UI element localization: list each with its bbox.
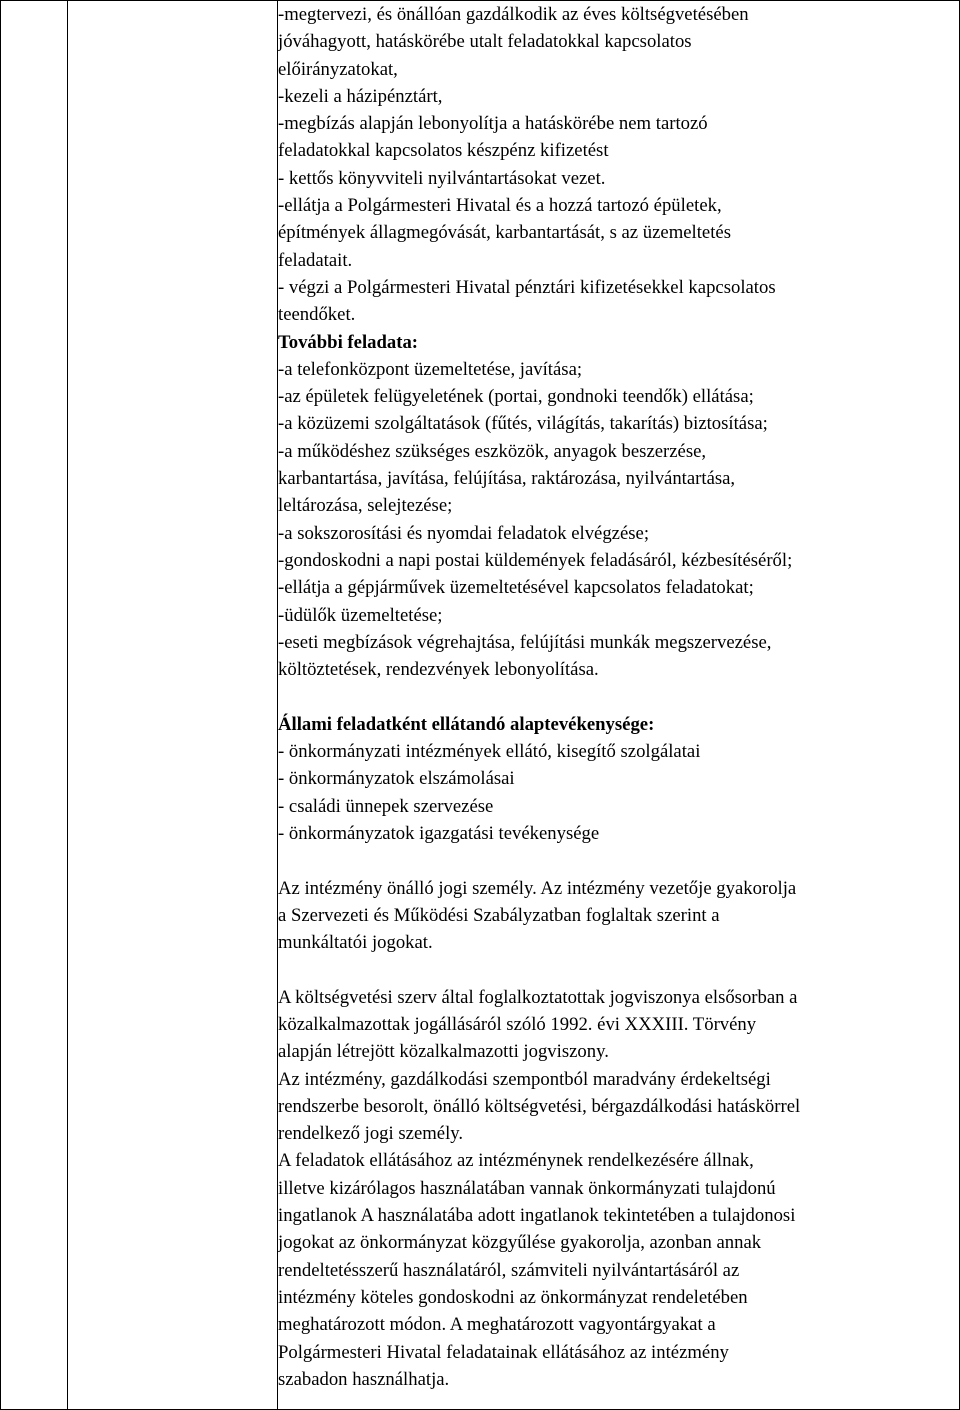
state-tasks-list <box>278 738 959 847</box>
paragraph-line: szabadon használhatja. <box>278 1368 450 1390</box>
table-cell-empty-1 <box>1 1 68 1410</box>
paragraph-line: intézmény köteles gondoskodni az önkormányzat rendeletében <box>278 1286 748 1308</box>
paragraph-line: meghatározott módon. A meghatározott vagyontárgyakat a <box>278 1314 716 1336</box>
duty-line: feladatokkal kapcsolatos készpénz kifizetést <box>278 140 609 162</box>
list-item: -üdülők üzemeltetése; <box>278 604 443 626</box>
further-tasks-heading: További feladata: <box>278 331 419 353</box>
list-item: -a sokszorosítási és nyomdai feladatok elvégzése; <box>278 522 650 544</box>
paragraph-line: A feladatok ellátásához az intézménynek rendelkezésére állnak, <box>278 1150 754 1172</box>
table-cell-empty-2 <box>68 1 278 1410</box>
duty-line: teendőket. <box>278 304 356 326</box>
duty-line: jóváhagyott, hatáskörébe utalt feladatokkal kapcsolatos <box>278 31 692 53</box>
paragraph-line: közalkalmazottak jogállásáról szóló 1992. évi XXXIII. Törvény <box>278 1013 757 1035</box>
paragraph-line: a Szervezeti és Működési Szabályzatban foglaltak szerint a <box>278 904 720 926</box>
duty-line: - végzi a Polgármesteri Hivatal pénztári kifizetésekkel kapcsolatos <box>278 276 776 298</box>
duty-line: előirányzatokat, <box>278 58 398 80</box>
list-item: - családi ünnepek szervezése <box>278 795 494 817</box>
list-item: -a közüzemi szolgáltatások (fűtés, világítás, takarítás) biztosítása; <box>278 413 768 435</box>
further-tasks-list <box>278 356 959 684</box>
paragraph-line: Az intézmény, gazdálkodási szempontból maradvány érdekeltségi <box>278 1068 771 1090</box>
duty-line: építmények állagmegóvását, karbantartását, s az üzemeltetés <box>278 222 731 244</box>
list-item: - önkormányzatok igazgatási tevékenysége <box>278 822 600 844</box>
list-item: -gondoskodni a napi postai küldemények feladásáról, kézbesítéséről; <box>278 549 793 571</box>
table-cell-content <box>278 1 960 1410</box>
duty-line: -megbízás alapján lebonyolítja a hatáskörébe nem tartozó <box>278 113 708 135</box>
paragraph-line: rendszerbe besorolt, önálló költségvetési, bérgazdálkodási hatáskörrel <box>278 1095 801 1117</box>
paragraph-line: ingatlanok A használatába adott ingatlanok tekintetében a tulajdonosi <box>278 1205 796 1227</box>
list-item: -a működéshez szükséges eszközök, anyagok beszerzése, <box>278 440 707 462</box>
duty-line: - kettős könyvviteli nyilvántartásokat vezet. <box>278 167 606 189</box>
list-item: -eseti megbízások végrehajtása, felújítási munkák megszervezése, <box>278 631 772 653</box>
list-item: -az épületek felügyeletének (portai, gondnoki teendők) ellátása; <box>278 386 754 408</box>
list-item: költöztetések, rendezvények lebonyolítása. <box>278 659 599 681</box>
paragraph-line: alapján létrejött közalkalmazotti jogviszony. <box>278 1041 609 1063</box>
list-item: - önkormányzatok elszámolásai <box>278 768 515 790</box>
blank-line <box>278 683 959 710</box>
paragraph-line: A költségvetési szerv által foglalkoztatottak jogviszonya elsősorban a <box>278 986 798 1008</box>
list-item: -ellátja a gépjárművek üzemeltetésével kapcsolatos feladatokat; <box>278 577 754 599</box>
list-item: - önkormányzati intézmények ellátó, kisegítő szolgálatai <box>278 741 701 763</box>
state-tasks-heading: Állami feladatként ellátandó alaptevékenysége: <box>278 713 655 735</box>
paragraph-line: munkáltatói jogokat. <box>278 932 433 954</box>
duties-block <box>278 1 959 329</box>
duty-line: -ellátja a Polgármesteri Hivatal és a hozzá tartozó épületek, <box>278 195 722 217</box>
paragraph-line: Polgármesteri Hivatal feladatainak ellátásához az intézmény <box>278 1341 729 1363</box>
paragraph-line: jogokat az önkormányzat közgyűlése gyakorolja, azonban annak <box>278 1232 762 1254</box>
content-text <box>278 1 959 1393</box>
paragraph-line: illetve kizárólagos használatában vannak önkormányzati tulajdonú <box>278 1177 776 1199</box>
list-item: leltározása, selejtezése; <box>278 495 453 517</box>
employment-paragraph <box>278 984 959 1393</box>
duty-line: -megtervezi, és önállóan gazdálkodik az éves költségvetésében <box>278 4 749 25</box>
blank-line <box>278 847 959 874</box>
list-item: karbantartása, javítása, felújítása, raktározása, nyilvántartása, <box>278 468 736 490</box>
paragraph-line: Az intézmény önálló jogi személy. Az intézmény vezetője gyakorolja <box>278 877 797 899</box>
duty-line: -kezeli a házipénztárt, <box>278 85 443 107</box>
list-item: -a telefonközpont üzemeltetése, javítása; <box>278 358 583 380</box>
legal-status-paragraph <box>278 875 959 957</box>
paragraph-line: rendeltetésszerű használatáról, számviteli nyilvántartásáról az <box>278 1259 740 1281</box>
paragraph-line: rendelkező jogi személy. <box>278 1123 464 1145</box>
duty-line: feladatait. <box>278 249 353 271</box>
blank-line <box>278 956 959 983</box>
